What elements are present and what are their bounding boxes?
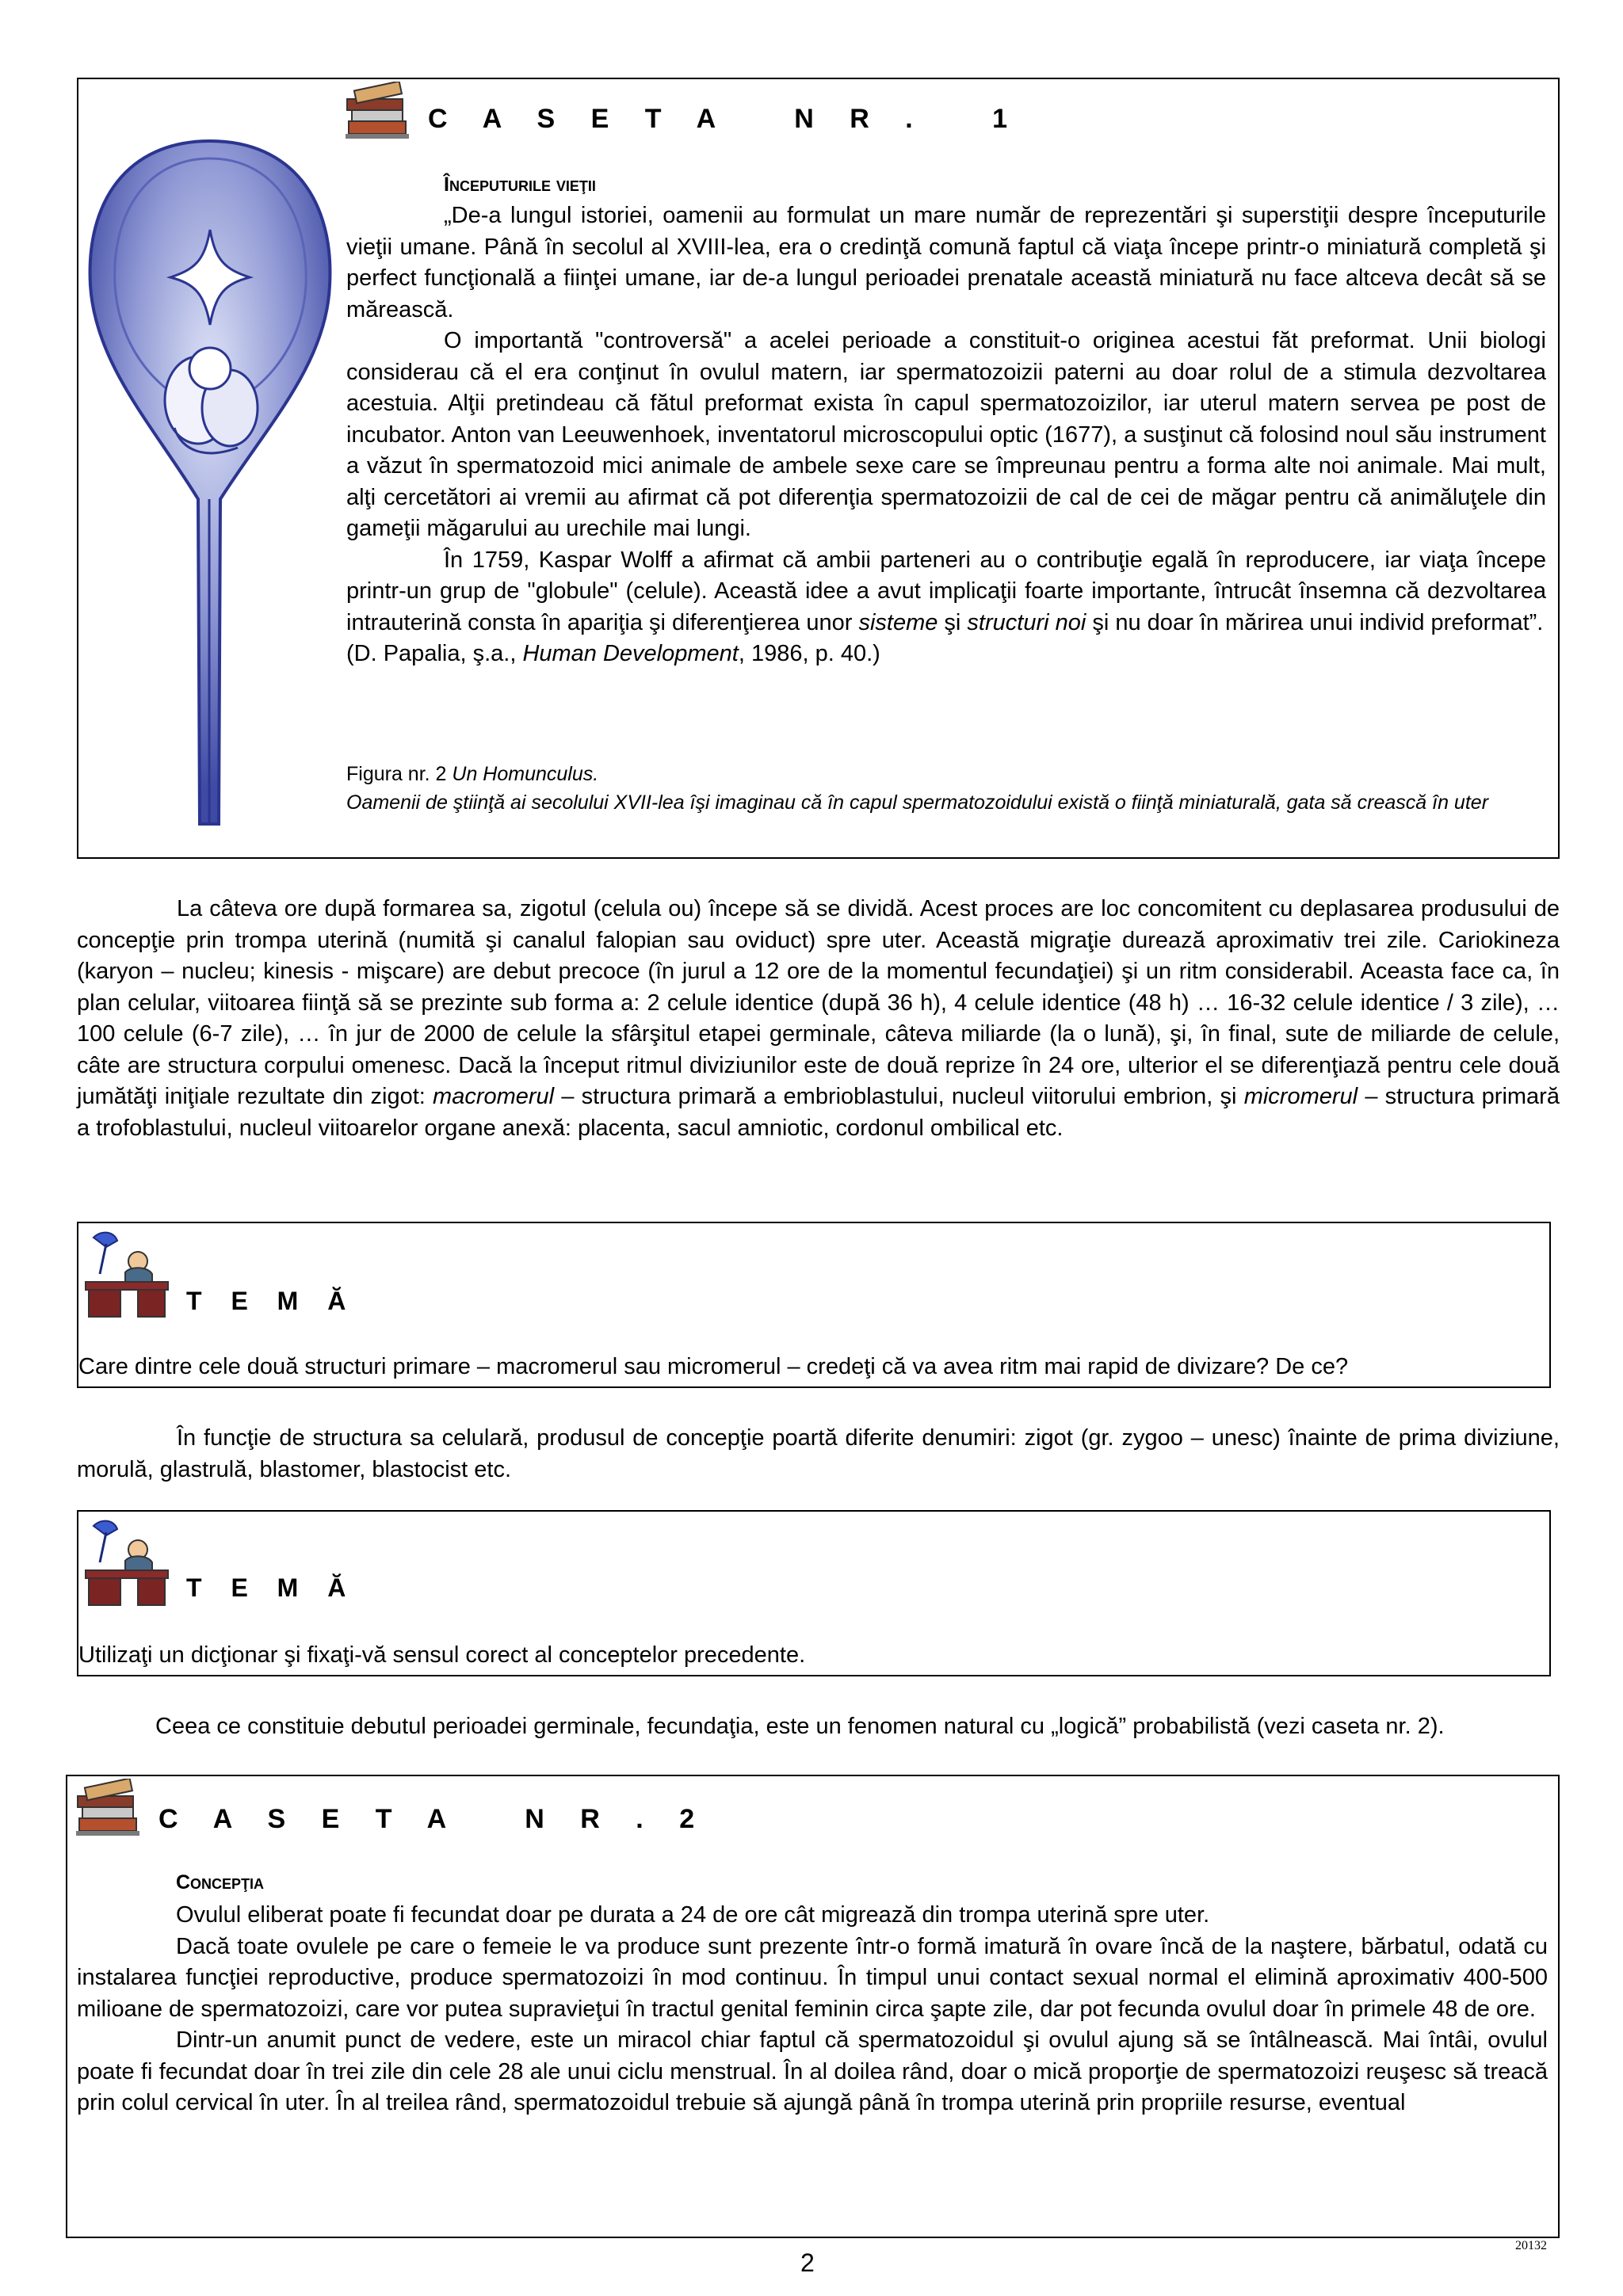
- caseta-2-paragraph-3: Dintr-un anumit punct de vedere, este un miracol chiar faptul că spermatozoidul şi ovulul ajung să se întâlnească. Mai întâi, ovulul poate fi fecundat doar în trei zile din cele 28 ale unui ciclu menstrual. În al doilea rând, doar o mică proporţie de spermatozoizi reuşesc să treacă prin colul cervical în uter. În al treilea rând, spermatozoidul trebuie să ajungă până în trompa uterină prin propriile resurse, eventual: [77, 2027, 1548, 2115]
- desk-lamp-icon: [82, 1515, 171, 1608]
- figure-description: Oamenii de ştiinţă ai secolului XVII-lea îşi imaginau că în capul spermatozoidului există o fiinţă miniaturală, gata să crească în uter: [346, 791, 1489, 814]
- caseta-1-text: [346, 200, 1546, 670]
- tema-2-question: Utilizaţi un dicţionar şi fixaţi-vă sensul corect al conceptelor precedente.: [78, 1642, 806, 1668]
- caseta-2-subtitle: Concepţia: [176, 1871, 265, 1894]
- body-paragraph-2: În funcţie de structura sa celulară, produsul de concepţie poartă diferite denumiri: zigot (gr. zygoo – unesc) înainte de prima diviziune, morulă, glastrulă, blastomer, blastocist etc.: [77, 1425, 1560, 1482]
- books-icon: [344, 82, 411, 140]
- books-icon: [74, 1779, 141, 1837]
- figure-caption: [346, 760, 1546, 817]
- caseta-1-paragraph-3: În 1759, Kaspar Wolff a afirmat că ambii parteneri au o contribuţie egală în reproducere, iar viaţa începe printr-un grup de "globule" (celule). Această idee a avut implicaţii foarte importante, întrucât însemna că dezvoltarea intrauterină consta în apariţia şi diferenţierea unor sisteme şi structuri noi şi nu doar în mărirea unui individ preformat”.: [346, 547, 1546, 635]
- caseta-2-paragraph-1: Ovulul eliberat poate fi fecundat doar pe durata a 24 de ore cât migrează din trompa uterină spre uter.: [176, 1902, 1210, 1928]
- caseta-1-citation: (D. Papalia, ş.a., Human Development, 1986, p. 40.): [346, 641, 880, 666]
- figure-label: Figura nr. 2: [346, 763, 453, 785]
- tema-1-question: Care dintre cele două structuri primare – macromerul sau micromerul – credeţi că va avea ritm mai rapid de divizare? De ce?: [78, 1354, 1349, 1379]
- tema-1-title: T E M Ă: [186, 1287, 357, 1315]
- homunculus-illustration: [79, 127, 341, 832]
- caseta-1-paragraph-2: O importantă "controversă" a acelei perioade a constituit-o originea acestui făt preformat. Unii biologi considerau că el era conţinut în ovulul matern, iar spermatozoizii paterni au doar rolul de a stimula dezvoltarea acestuia. Alţii pretindeau că fătul preformat exista în capul spermatozoizilor, iar uterul matern servea pe post de incubator. Anton van Leeuwenhoek, inventatorul microscopului optic (1677), a susţinut că folosind noul său instrument a văzut în spermatozoid mici animale de ambele sexe care se împreunau pentru a forma alte noi animale. Mai mult, alţi cercetători ai vremii au afirmat că pot diferenţia spermatozoizii de cal de cei de măgar pentru că animăluţele din gameţii măgarului au urechile mai lungi.: [346, 328, 1546, 541]
- page-number: 2: [800, 2248, 815, 2277]
- caseta-1-title: C A S E T A N R . 1: [428, 104, 1022, 134]
- document-code: 20132: [1515, 2239, 1547, 2252]
- desk-lamp-icon: [82, 1226, 171, 1320]
- body-paragraph-1: La câteva ore după formarea sa, zigotul (celula ou) începe să se dividă. Acest proces are loc concomitent cu deplasarea produsului de concepţie prin trompa uterină (numită şi canalul falopian sau oviduct) spre uter. Această migraţie durează aproximativ trei zile. Cariokineza (karyon – nucleu; kinesis - mişcare) are debut precoce (în jurul a 12 ore de la momentul fecundaţiei) şi un ritm considerabil. Aceasta face ca, în plan celular, viitoarea fiinţă să se prezinte sub forma a: 2 celule identice (după 36 h), 4 celule identice (48 h) … 16-32 celule identice / 3 zile), … 100 celule (6-7 zile), … în jur de 2000 de celule la sfârşitul etapei germinale, câteva miliarde (la o lună), şi, în final, sute de miliarde de celule, câte are structura corpului omenesc. Dacă la început ritmul diviziunilor este de două reprize în 24 ore, ulterior el se diferenţiază pentru cele două jumătăţi iniţiale rezultate din zigot: macromerul – structura primară a embrioblastului, nucleul viitorului embrion, şi micromerul – structura primară a trofoblastului, nucleul viitoarelor organe anexă: placenta, sacul amniotic, cordonul ombilical etc.: [77, 896, 1560, 1141]
- caseta-2-text: [77, 1900, 1548, 2119]
- caseta-1-subtitle: Începuturile vieţii: [444, 174, 596, 196]
- caseta-1-paragraph-1: „De-a lungul istoriei, oamenii au formulat un mare număr de reprezentări şi superstiţii despre începuturile vieţii umane. Până în secolul al XVIII-lea, era o credinţă comună faptul că viaţa începe printr-o miniatură completă şi perfect funcţională a fiinţei umane, iar de-a lungul perioadei prenatale această miniatură nu face altceva decât să se mărească.: [346, 203, 1546, 322]
- caseta-2-title: C A S E T A N R . 2: [158, 1804, 709, 1834]
- caseta-2-paragraph-2: Dacă toate ovulele pe care o femeie le va produce sunt prezente într-o formă imatură în ovare încă de la naştere, bărbatul, odată cu instalarea funcţiei reproductive, produce spermatozoizi în mod continuu. În timpul unui contact sexual normal el elimină aproximativ 400-500 milioane de spermatozoizi, care vor putea supravieţui în tractul genital feminin circa şapte zile, dar pot fecunda ovulul doar în primele 48 de ore.: [77, 1933, 1548, 2022]
- body-paragraph-3: Ceea ce constituie debutul perioadei germinale, fecundaţia, este un fenomen natural cu „logică” probabilistă (vezi caseta nr. 2).: [155, 1714, 1445, 1739]
- tema-2-title: T E M Ă: [186, 1573, 357, 1602]
- figure-title: Un Homunculus.: [452, 763, 599, 785]
